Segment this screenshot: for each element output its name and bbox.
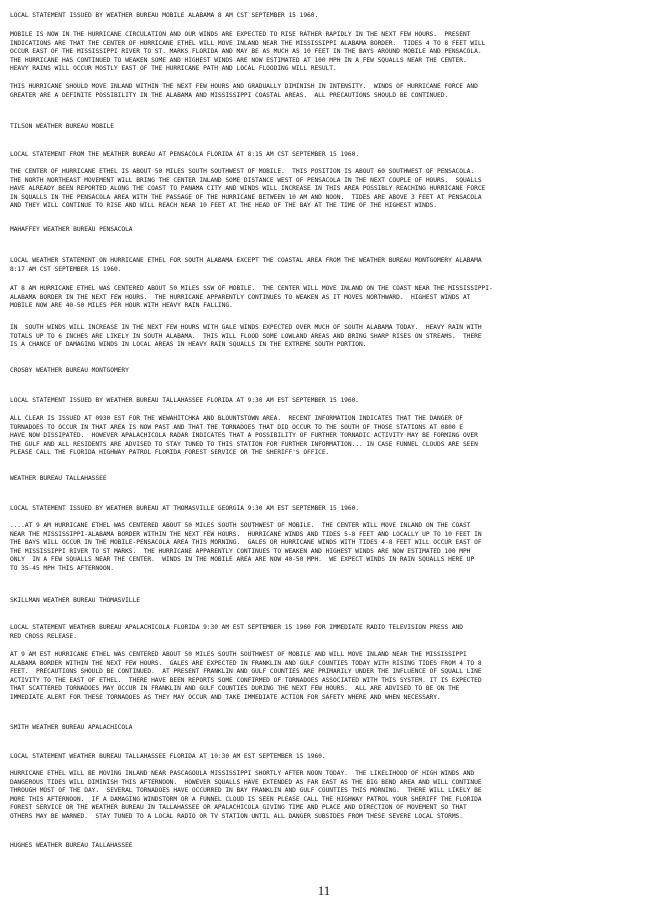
text-line: LOCAL STATEMENT ISSUED BY WEATHER BUREAU TALLAHASSEE FLORIDA AT 9:30 AM EST SEPTEMBER 15 1960. (10, 397, 360, 404)
text-line: NEAR THE MISSISSIPPI-ALABAMA BORDER WITHIN THE NEXT FEW HOURS. HURRICANE WINDS AND TIDES 5-8 FEET AND LOCALLY UP TO 10 FEET IN (10, 530, 482, 538)
page-number: 11 (317, 883, 331, 898)
text-line: THE CENTER OF HURRICANE ETHEL IS ABOUT 50 MILES SOUTH SOUTHWEST OF MOBILE. THIS POSITION IS ABOUT 60 SOUTHWEST OF PENSACOLA. (10, 168, 475, 175)
text-line: THE GULF AND ALL RESIDENTS ARE ADVISED TO STAY TUNED TO THIS STATION FOR FURTHER INFORMATION... IN CASE FUNNEL CLOUDS ARE SEEN (10, 440, 478, 448)
text-line: TO 35-45 MPH THIS AFTERNOON. (10, 565, 114, 572)
text-line: MAHAFFEY WEATHER BUREAU PENSACOLA (10, 226, 133, 233)
text-line: IN SOUTH WINDS WILL INCREASE IN THE NEXT FEW HOURS WITH GALE WINDS EXPECTED OVER MUCH OF SOUTH ALABAMA TODAY. HEAVY RAIN WITH (10, 324, 482, 331)
text-line: TILSON WEATHER BUREAU MOBILE (10, 123, 114, 130)
text-line: FEET. PRECAUTIONS SHOULD BE CONTINUED. AT PRESENT FRANKLIN AND GULF COUNTIES ARE PRIMARILY UNDER THE INFLUENCE OF SQUALL LINE (10, 668, 482, 676)
text-line: 8:17 AM CST SEPTEMBER 15 1960. (10, 265, 122, 273)
text-line: THIS HURRICANE SHOULD MOVE INLAND WITHIN THE NEXT FEW HOURS AND GRADUALLY DIMINISH IN INTENSITY. WINDS OF HURRICANE FORCE AND (10, 83, 478, 90)
text-line: LOCAL STATEMENT FROM THE WEATHER BUREAU AT PENSACOLA FLORIDA AT 8:15 AM CST SEPTEMBER 15 1960. (10, 151, 360, 158)
text-line: IS A CHANCE OF DAMAGING WINDS IN LOCAL AREAS IN HEAVY RAIN SQUALLS IN THE EXTREME SOUTH PORTION. (10, 341, 367, 349)
text-line: MOBILE NOW ARE 40-50 MILES PER HOUR WITH HEAVY RAIN FALLING. (10, 302, 233, 310)
text-line: THE MISSISSIPPI RIVER TO ST MARKS. THE HURRICANE APPARENTLY CONTINUES TO WEAKEN AND HIGHEST WINDS ARE NOW ESTIMATED 100 MPH (10, 547, 471, 555)
text-line: AT 8 AM HURRICANE ETHEL WAS CENTERED ABOUT 50 MILES SSW OF MOBILE. THE CENTER WILL MOVE INLAND ON THE COAST NEAR THE MISSISSIPPI- (10, 285, 493, 292)
text-line: ACTIVITY TO THE EAST OF ETHEL. THERE HAVE BEEN REPORTS SOME CONFIRMED OF TORNADOES ASSOCIATED WITH THIS SYSTEM. IT IS EXPECTED (10, 676, 482, 684)
text-line: GREATER ARE A DEFINITE POSSIBILITY IN THE ALABAMA AND MISSISSIPPI COASTAL AREAS. ALL PRECAUTIONS SHOULD BE CONTINUED. (10, 91, 449, 99)
text-line: THE NORTH NORTHEAST MOVEMENT WILL BRING THE CENTER INLAND SOME DISTANCE WEST OF PENSACOLA IN THE NEXT COUPLE OF HOURS. SQUALLS (10, 176, 482, 184)
text-line: WEATHER BUREAU TALLAHASSEE (10, 475, 107, 482)
text-line: PLEASE CALL THE FLORIDA HIGHWAY PATROL FLORIDA FOREST SERVICE OR THE SHERIFF'S OFFICE. (10, 449, 330, 457)
text-line: TORNADOES TO OCCUR IN THAT AREA IS NOW PAST AND THAT THE TORNADOES THAT DID OCCUR TO THE SOUTH OF THOSE STATIONS AT 0800 E (10, 423, 463, 431)
text-line: AT 9 AM EST HURRICANE ETHEL WAS CENTERED ABOUT 50 MILES SOUTH SOUTHWEST OF MOBILE AND WILL MOVE INLAND NEAR THE MISSISSIPPI (10, 651, 467, 658)
text-line: CROSBY WEATHER BUREAU MONTGOMERY (10, 367, 129, 374)
text-line: INDICATIONS ARE THAT THE CENTER OF HURRICANE ETHEL WILL MOVE INLAND NEAR THE MISSISSIPPI ALABAMA BORDER. TIDES 4 TO 8 FEET WILL (10, 39, 486, 47)
text-line: FOREST SERVICE OR THE WEATHER BUREAU IN TALLAHASSEE OR APALACHICOLA GIVING TIME AND PLACE AND DIRECTION OF MOVEMENT SO THAT (10, 804, 467, 812)
text-line: LOCAL STATEMENT WEATHER BUREAU TALLAHASSEE FLORIDA AT 10:30 AM EST SEPTEMBER 15 1960. (10, 753, 326, 760)
text-line: TOTALS UP TO 6 INCHES ARE LIKELY IN SOUTH ALABAMA. THIS WILL FLOOD SOME LOWLAND AREAS AND BRING SHARP RISES ON STREAMS. THERE (10, 332, 482, 340)
text-line: HAVE ALREADY BEEN REPORTED ALONG THE COAST TO PANAMA CITY AND WINDS WILL INCREASE IN THIS AREA POSSIBLY REACHING HURRICANE FORCE (10, 185, 486, 193)
text-line: HAVE NOW DISSIPATED. HOWEVER APALACHICOLA RADAR INDICATES THAT A POSSIBILITY OF FURTHER TORNADIC ACTIVITY MAY BE FORMING OVER (10, 432, 478, 440)
text-line: ONLY IN A FEW SQUALLS NEAR THE CENTER. WINDS IN THE MOBILE AREA ARE NOW 40-50 MPH. WE EXPECT WINDS IN RAIN SQUALLS HERE UP (10, 556, 475, 564)
text-line: HEAVY RAINS WILL OCCUR MOSTLY EAST OF THE HURRICANE PATH AND LOCAL FLOODING WILL RESULT. (10, 65, 337, 73)
text-line: IN SQUALLS IN THE PENSACOLA AREA WITH THE PASSAGE OF THE HURRICANE BETWEEN 10 AM AND NOON. TIDES ARE ABOVE 3 FEET AT PENSACOLA (10, 193, 482, 201)
text-line: MORE THIS AFTERNOON. IF A DAMAGING WINDSTORM OR A FUNNEL CLOUD IS SEEN PLEASE CALL THE HIGHWAY PATROL YOUR SHERIFF THE FLORIDA (10, 795, 482, 803)
text-line: ALL CLEAR IS ISSUED AT 0930 EST FOR THE WEWAHITCHKA AND BLOUNTSTOWN AREA. RECENT INFORMATION INDICATES THAT THE DANGER OF (10, 415, 463, 422)
text-line: RED CROSS RELEASE. (10, 632, 77, 640)
text-line: HURRICANE ETHEL WILL BE MOVING INLAND NEAR PASCAGOULA MISSISSIPPI SHORTLY AFTER NOON TODAY. THE LIKELIHOOD OF HIGH WINDS AND (10, 770, 475, 777)
text-line: IMMEDIATE ALERT FOR THESE TORNADOES AS THEY MAY OCCUR AND TAKE IMMEDIATE ACTION FOR SAFETY WHERE AND WHEN NECESSARY. (10, 694, 441, 701)
text-line: THROUGH MOST OF THE DAY. SEVERAL TORNADOES HAVE OCCURRED IN BAY FRANKLIN AND GULF COUNTIES THIS MORNING. THERE WILL LIKELY BE (10, 787, 482, 795)
text-line: LOCAL STATEMENT ISSUED BY WEATHER BUREAU AT THOMASVILLE GEORGIA 9:30 AM EST SEPTEMBER 15 1960. (10, 505, 360, 512)
text-line: THE HURRICANE HAS CONTINUED TO WEAKEN SOME AND HIGHEST WINDS ARE NOW ESTIMATED AT 100 MPH IN A FEW SQUALLS NEAR THE CENTER. (10, 56, 467, 64)
text-line: LOCAL STATEMENT WEATHER BUREAU APALACHICOLA FLORIDA 9:30 AM EST SEPTEMBER 15 1960 FOR IMMEDIATE RADIO TELEVISION PRESS AND (10, 624, 463, 631)
text-line: LOCAL STATEMENT ISSUED BY WEATHER BUREAU MOBILE ALABAMA 8 AM CST SEPTEMBER 15 1960. (10, 12, 319, 19)
text-line: OTHERS MAY BE WARNED. STAY TUNED TO A LOCAL RADIO OR TV STATION UNTIL ALL DANGER SUBSIDES FROM THESE SEVERE LOCAL STORMS. (10, 813, 463, 820)
text-line: SKILLMAN WEATHER BUREAU THOMASVILLE (10, 597, 140, 604)
text-line: THE BAYS WILL OCCUR IN THE MOBILE-PENSACOLA AREA THIS MORNING. GALES OR HURRICANE WINDS WITH TIDES 4-8 FEET WILL OCCUR EAST OF (10, 539, 482, 547)
text-line: ALABAMA BORDER IN THE NEXT FEW HOURS. THE HURRICANE APPARENTLY CONTINUES TO WEAKEN AS IT MOVES NORTHWARD. HIGHEST WINDS AT (10, 293, 471, 301)
text-line: DANGEROUS TIDES WILL DIMINISH THIS AFTERNOON. HOWEVER SQUALLS HAVE EXTENDED AS FAR EAST AS THE BIG BEND AREA AND WILL CONTINUE (10, 778, 482, 786)
text-line: SMITH WEATHER BUREAU APALACHICOLA (10, 724, 133, 731)
text-line: THAT SCATTERED TORNADOES MAY OCCUR IN FRANKLIN AND GULF COUNTIES DURING THE NEXT FEW HOURS. ALL ARE ADVISED TO BE ON THE (10, 685, 460, 693)
text-line: AND THEY WILL CONTINUE TO RISE AND WILL REACH NEAR 10 FEET AT THE HEAD OF THE BAY AT THE TIME OF THE HIGHEST WINDS. (10, 202, 437, 210)
text-line: OCCUR EAST OF THE MISSISSIPPI RIVER TO ST. MARKS FLORIDA AND MAY BE AS MUCH AS 10 FEET IN THE BAYS AROUND MOBILE AND PENSACOLA. (10, 48, 482, 56)
text-line: HUGHES WEATHER BUREAU TALLAHASSEE (10, 842, 133, 849)
text-line: ....AT 9 AM HURRICANE ETHEL WAS CENTERED ABOUT 50 MILES SOUTH SOUTHWEST OF MOBILE. THE CENTER WILL MOVE INLAND ON THE COAST (10, 522, 471, 529)
text-line: LOCAL WEATHER STATEMENT ON HURRICANE ETHEL FOR SOUTH ALABAMA EXCEPT THE COASTAL AREA FROM THE WEATHER BUREAU MONTGOMERY ALABAMA (10, 257, 482, 264)
text-line: MOBILE IS NOW IN THE HURRICANE CIRCULATION AND OUR WINDS ARE EXPECTED TO RISE RATHER RAPIDLY IN THE NEXT FEW HOURS. PRESENT (10, 31, 471, 38)
text-line: ALABAMA BORDER WITHIN THE NEXT FEW HOURS. GALES ARE EXPECTED IN FRANKLIN AND GULF COUNTIES TODAY WITH RISING TIDES FROM 4 TO 8 (10, 659, 482, 667)
